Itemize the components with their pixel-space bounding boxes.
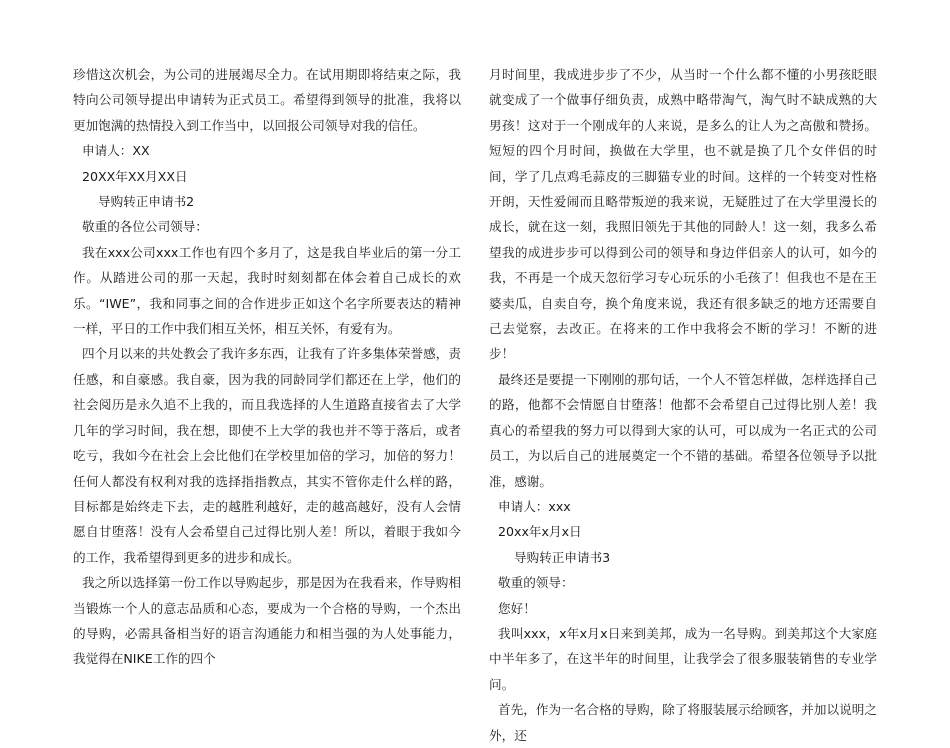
left-column [73, 62, 461, 672]
body-paragraph: 最终还是要提一下刚刚的那句话，一个人不管怎样做，怎样选择自己的路，他都不会情愿自甘堕落！他都不会希望自己过得比别人差！我真心的希望我的努力可以得到大家的认可，可以成为一名正式的公司员工，为以后自己的进展奠定一个不错的基础。希望各位领导予以批准，感谢。 [489, 371, 877, 489]
body-paragraph: 首先，作为一名合格的导购，除了将服装展示给顾客，并加以说明之外，还 [489, 702, 877, 743]
body-paragraph: 四个月以来的共处教会了我许多东西，让我有了许多集体荣誉感，责任感，和自豪感。我自豪，因为我的同龄同学们都还在上学，他们的社会阅历是永久追不上我的，而且我选择的人生道路直接省去了大学几年的学习时间，我在想，即使不上大学的我也并不等于落后，或者吃亏，我如今在社会上会比他们在学校里加倍的学习，加倍的努力！任何人都没有权利对我的选择指指教点，其实不管你走什么样的路，目标都是始终走下去，走的越胜利越好，走的越高越好，没有人会情愿自甘堕落！没有人会希望自己过得比别人差！所以，着眼于我如今的工作，我希望得到更多的进步和成长。 [73, 346, 461, 565]
applicant-line: 申请人：XX [82, 143, 150, 159]
salutation: 敬重的各位公司领导： [82, 219, 208, 235]
section-heading: 导购转正申请书2 [98, 194, 195, 210]
date-line: 20xx年x月x日 [498, 524, 582, 540]
body-paragraph: 我之所以选择第一份工作以导购起步，那是因为在我看来，作导购相当锻炼一个人的意志品质和心态，要成为一个合格的导购，一个杰出的导购，必需具备相当好的语言沟通能力和相当强的为人处事能力，我觉得在NIKE工作的四个 [73, 575, 461, 667]
applicant-line: 申请人：xxx [498, 498, 571, 514]
paragraph-continuation: 月时间里，我成进步步了不少，从当时一个什么都不懂的小男孩眨眼就变成了一个做事仔细负责，成熟中略带淘气，淘气时不缺成熟的大男孩！这对于一个刚成年的人来说，是多么的让人为之高傲和赞扬。短短的四个月时间，换做在大学里，也不就是换了几个女伴侣的时间，学了几点鸡毛蒜皮的三脚猫专业的时间。这样的一个转变对性格开朗，天性爱闹而且略带叛逆的我来说，无疑胜过了在大学里漫长的成长，就在这一刻，我照旧领先于其他的同龄人！这一刻，我多么希望我的成进步步可以得到公司的领导和身边伴侣亲人的认可，如今的我，不再是一个成天忽衍学习专心玩乐的小毛孩了！但我也不是在王婆卖瓜，自卖自夸，换个角度来说，我还有很多缺乏的地方还需要自己去觉察，去改正。在将来的工作中我将会不断的学习！不断的进步！ [489, 67, 877, 362]
body-paragraph: 我叫xxx，x年x月x日来到美邦，成为一名导购。到美邦这个大家庭中半年多了，在这半年的时间里，让我学会了很多服装销售的专业学问。 [489, 625, 877, 692]
salutation: 敬重的领导： [498, 575, 574, 591]
greeting: 您好！ [498, 600, 536, 616]
body-paragraph: 我在xxx公司xxx工作也有四个多月了，这是我自毕业后的第一分工作。从踏进公司的那一天起，我时时刻刻都在体会着自己成长的欢乐。“IWE”，我和同事之间的合作进步正如这个名字所要表达的精神一样，平日的工作中我们相互关怀，相互关怀，有爱有为。 [73, 244, 461, 337]
right-column [489, 62, 877, 748]
paragraph-continuation: 珍惜这次机会，为公司的进展竭尽全力。在试用期即将结束之际，我特向公司领导提出申请转为正式员工。希望得到领导的批准，我将以更加饱满的热情投入到工作当中，以回报公司领导对我的信任。 [73, 67, 461, 133]
section-heading: 导购转正申请书3 [514, 549, 611, 565]
date-line: 20XX年XX月XX日 [82, 168, 188, 184]
